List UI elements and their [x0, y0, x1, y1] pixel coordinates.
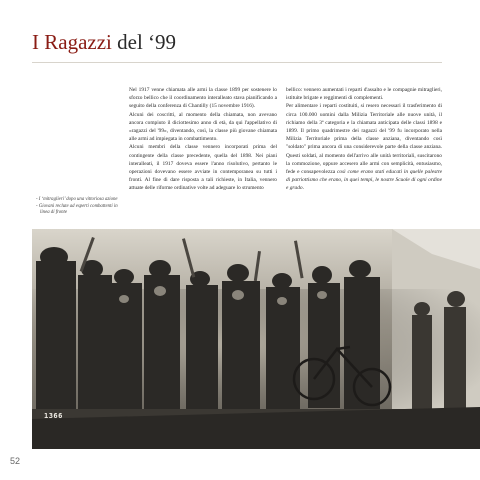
- title-divider: [32, 62, 442, 63]
- soldiers-photo-image: [32, 229, 480, 449]
- page-number: 52: [10, 456, 21, 466]
- body-column-right: [286, 86, 442, 193]
- body-column-left: [129, 86, 277, 193]
- body-text-end: .: [302, 185, 304, 192]
- page-title-lead: I Ragazzi: [32, 30, 112, 54]
- body-italic-text: così come erano stati educati in quelle palestre di patriottismo che erano, in quei tempi, le nostre Scuole di ogni ordine e grado: [286, 169, 442, 192]
- caption-line-1: - I ‘mitraglieri’ dopo una vittoriosa azione: [36, 197, 118, 202]
- photo-archive-number: 1366: [44, 412, 63, 420]
- body-paragraph: Alcuni dei coscritti, al momento della chiamata, non avevano ancora compiuto il diciottesimo anno di età, da qui l'appellativo di «ragazzi del '99», diventando, così, la classe più giovane chiamata alle armi ad impiegata in combattimento.: [129, 111, 277, 143]
- caption-line-2: - Giovani reclute ad esperti combattenti in linea di fronte: [36, 203, 118, 216]
- page-title-rest: del ‘99: [111, 30, 177, 54]
- photo-caption: [36, 197, 118, 217]
- body-paragraph: Nel 1917 venne chiamata alle armi la classe 1899 per sostenere lo sforzo bellico che il coordinamento interalleato stava pianificando a seguito della conferenza di Chantilly (15 novembre 1916).: [129, 87, 277, 110]
- archival-photo: [32, 229, 480, 449]
- page-title: [32, 30, 176, 54]
- body-text: Per alimentare i reparti costituiti, si resero necessari il trasferimento di circa 100.000 uomini dalla Milizia Territoriale alle nuove unità, il richiamo della 3ª categoria e la chiamata anticipata delle classi 1898 e 1899. Il primo quadrimestre dei ragazzi del '99 fu incorporato nella Milizia Territoriale prima della classe anziana, diventando così "soldato" prima ancora di una considerevole parte della classe anziana. Questi soldati, al momento dell'arrivo alle unità territoriali, suscitarono la commozione, oppure accesero alle armi con semplicità, entusiasmo, fede e consapevolezza: [286, 103, 442, 176]
- body-paragraph: bellico: vennero aumentati i reparti d'assalto e le compagnie mitraglieri, istituite brigate e reggimenti di complementi.: [286, 87, 442, 102]
- body-paragraph: Alcuni membri della classe vennero incorporati prima del contingente della classe precedente, quella del 1898. Nei piani interalleati, il 1917 doveva essere l'anno risolutivo, pertanto le operazioni dovevano essere avviate in contemporanea su tutti i fronti. Al fine di dare risposta a tali richieste, in Italia, vennero attuate delle riforme ordinative volte ad adeguare lo strumento: [129, 144, 277, 192]
- body-paragraph-last: [286, 102, 442, 192]
